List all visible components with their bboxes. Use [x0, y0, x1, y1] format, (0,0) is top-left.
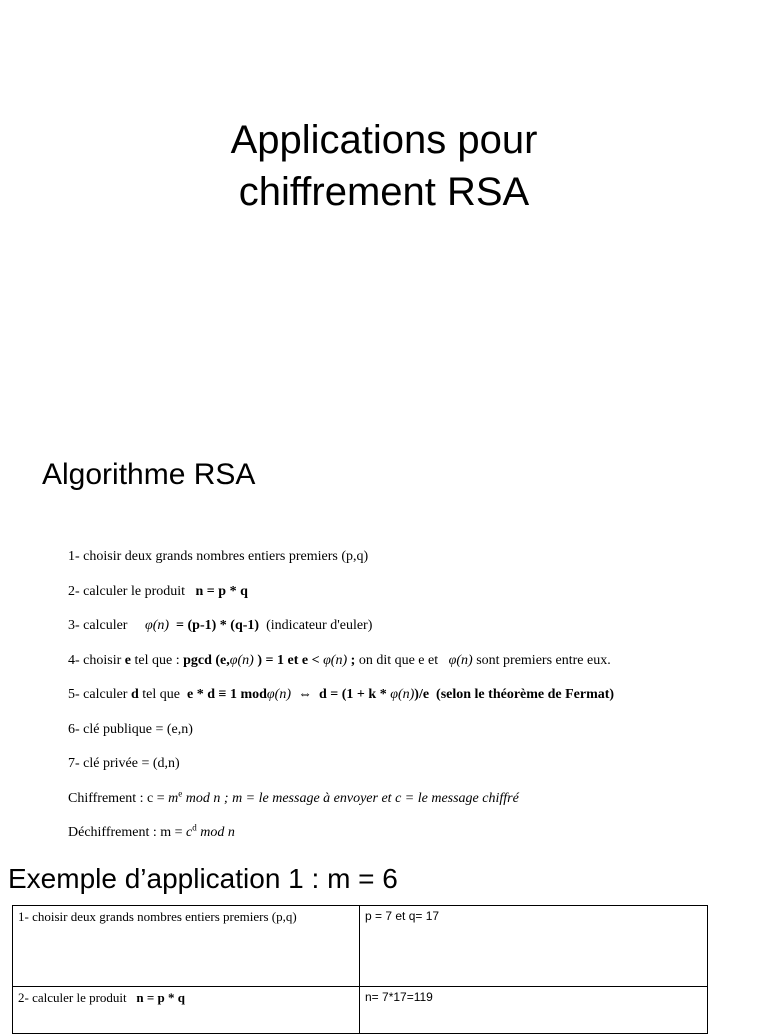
step-5-text: 5- calculer — [68, 687, 128, 702]
step-4-e: e — [124, 652, 131, 668]
slide-title-line-1: Applications pour — [230, 118, 538, 162]
decryption-formula: mod n — [200, 825, 235, 840]
step-4-phi-1: φ(n) — [229, 652, 254, 668]
step-5-end: )/e — [414, 687, 430, 702]
step-3-text: 3- calculer — [68, 618, 128, 633]
table-cell-step — [13, 987, 360, 1034]
step-4-text: 4- choisir — [68, 652, 122, 668]
step-5-mid: tel que — [142, 687, 180, 702]
step-7: 7- clé privée = (d,n) — [68, 756, 180, 771]
table-cell-step-formula: n = p * q — [136, 990, 186, 1005]
table-cell-step: 1- choisir deux grands nombres entiers premiers (p,q) — [13, 906, 360, 987]
table-cell-step-text: 2- calculer le produit — [18, 990, 127, 1005]
step-5-phi-2: φ(n) — [390, 687, 415, 702]
algorithm-heading: Algorithme RSA — [42, 458, 256, 491]
step-4-phi-2: φ(n) — [323, 652, 348, 668]
encryption-exponent: e — [178, 787, 183, 798]
step-4-condition: ) = 1 et e < — [257, 652, 320, 668]
step-4-mid: tel que : — [134, 652, 180, 668]
step-2 — [68, 581, 758, 616]
step-1: 1- choisir deux grands nombres entiers premiers (p,q) — [68, 549, 369, 564]
step-2-text: 2- calculer le produit — [68, 583, 186, 599]
step-3-phi: φ(n) — [144, 618, 170, 633]
step-4-pgcd: pgcd (e, — [183, 652, 230, 668]
encryption-base: m — [168, 790, 179, 806]
table-cell-value: n= 7*17=119 — [360, 987, 708, 1034]
step-4 — [68, 650, 758, 685]
table-cell-value: p = 7 et q= 17 — [360, 906, 708, 987]
algorithm-steps — [68, 546, 758, 857]
step-3-formula: = (p-1) * (q-1) — [176, 618, 260, 633]
table-row — [13, 987, 708, 1034]
example-table — [12, 905, 708, 1034]
step-5-iff: ⇔ — [298, 687, 312, 702]
step-5 — [68, 684, 758, 719]
table-row — [13, 906, 708, 987]
step-5-congruence: e * d ≡ 1 mod — [186, 687, 267, 702]
step-4-end: sont premiers entre eux. — [476, 652, 611, 668]
step-6: 6- clé publique = (e,n) — [68, 721, 193, 737]
step-5-d-equation: d = (1 + k * — [319, 687, 387, 702]
encryption-line — [68, 788, 758, 823]
step-4-semicolon: ; — [350, 652, 356, 668]
slide-title-line-2: chiffrement RSA — [238, 170, 530, 214]
step-3 — [68, 615, 758, 650]
step-3-note: (indicateur d'euler) — [266, 618, 373, 633]
encryption-formula: mod n ; m = le message à envoyer et c = le message chiffré — [185, 790, 519, 806]
decryption-exponent: d — [192, 822, 197, 833]
step-5-d: d — [130, 687, 139, 702]
step-4-tail: on dit que e et — [358, 652, 439, 668]
decryption-line — [68, 822, 758, 857]
slide-title — [0, 114, 768, 218]
encryption-label: Chiffrement : c = — [68, 790, 165, 806]
decryption-base: c — [186, 825, 193, 840]
step-5-note: (selon le théorème de Fermat) — [436, 687, 615, 702]
step-4-phi-3: φ(n) — [448, 652, 473, 668]
step-5-phi-1: φ(n) — [266, 687, 291, 702]
example-heading: Exemple d’application 1 : m = 6 — [8, 863, 398, 894]
decryption-label: Déchiffrement : m = — [68, 825, 183, 840]
step-2-formula: n = p * q — [195, 583, 248, 599]
